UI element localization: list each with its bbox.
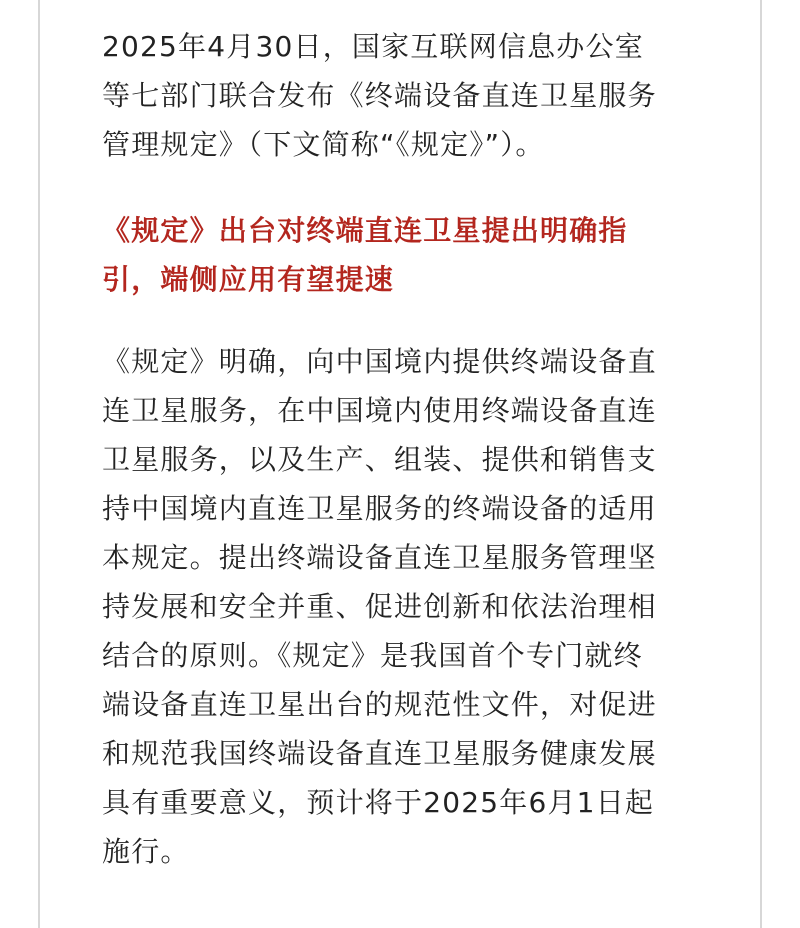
- page-border-right: [760, 0, 762, 928]
- body-paragraph: 《规定》明确，向中国境内提供终端设备直 连卫星服务，在中国境内使用终端设备直连 卫星服务，以及生产、组装、提供和销售支 持中国境内直连卫星服务的终端设备的适用 本规定。提出终端设备直连卫星服务管理坚 持发展和安全并重、促进创新和依法治理相 结合的原则。《规定》是我国首个专门就终 端设备直连卫星出台的规范性文件，对促进 和规范我国终端设备直连卫星服务健康发展 具有重要意义，预计将于2025年6月1日起 施行。: [102, 345, 657, 868]
- intro-paragraph: 2025年4月30日，国家互联网信息办公室 等七部门联合发布《终端设备直连卫星服务 管理规定》（下文简称“《规定》”）。: [102, 30, 657, 161]
- page-border-left: [38, 0, 40, 928]
- article-body: [102, 22, 702, 876]
- section-heading: 《规定》出台对终端直连卫星提出明确指 引，端侧应用有望提速: [102, 214, 628, 296]
